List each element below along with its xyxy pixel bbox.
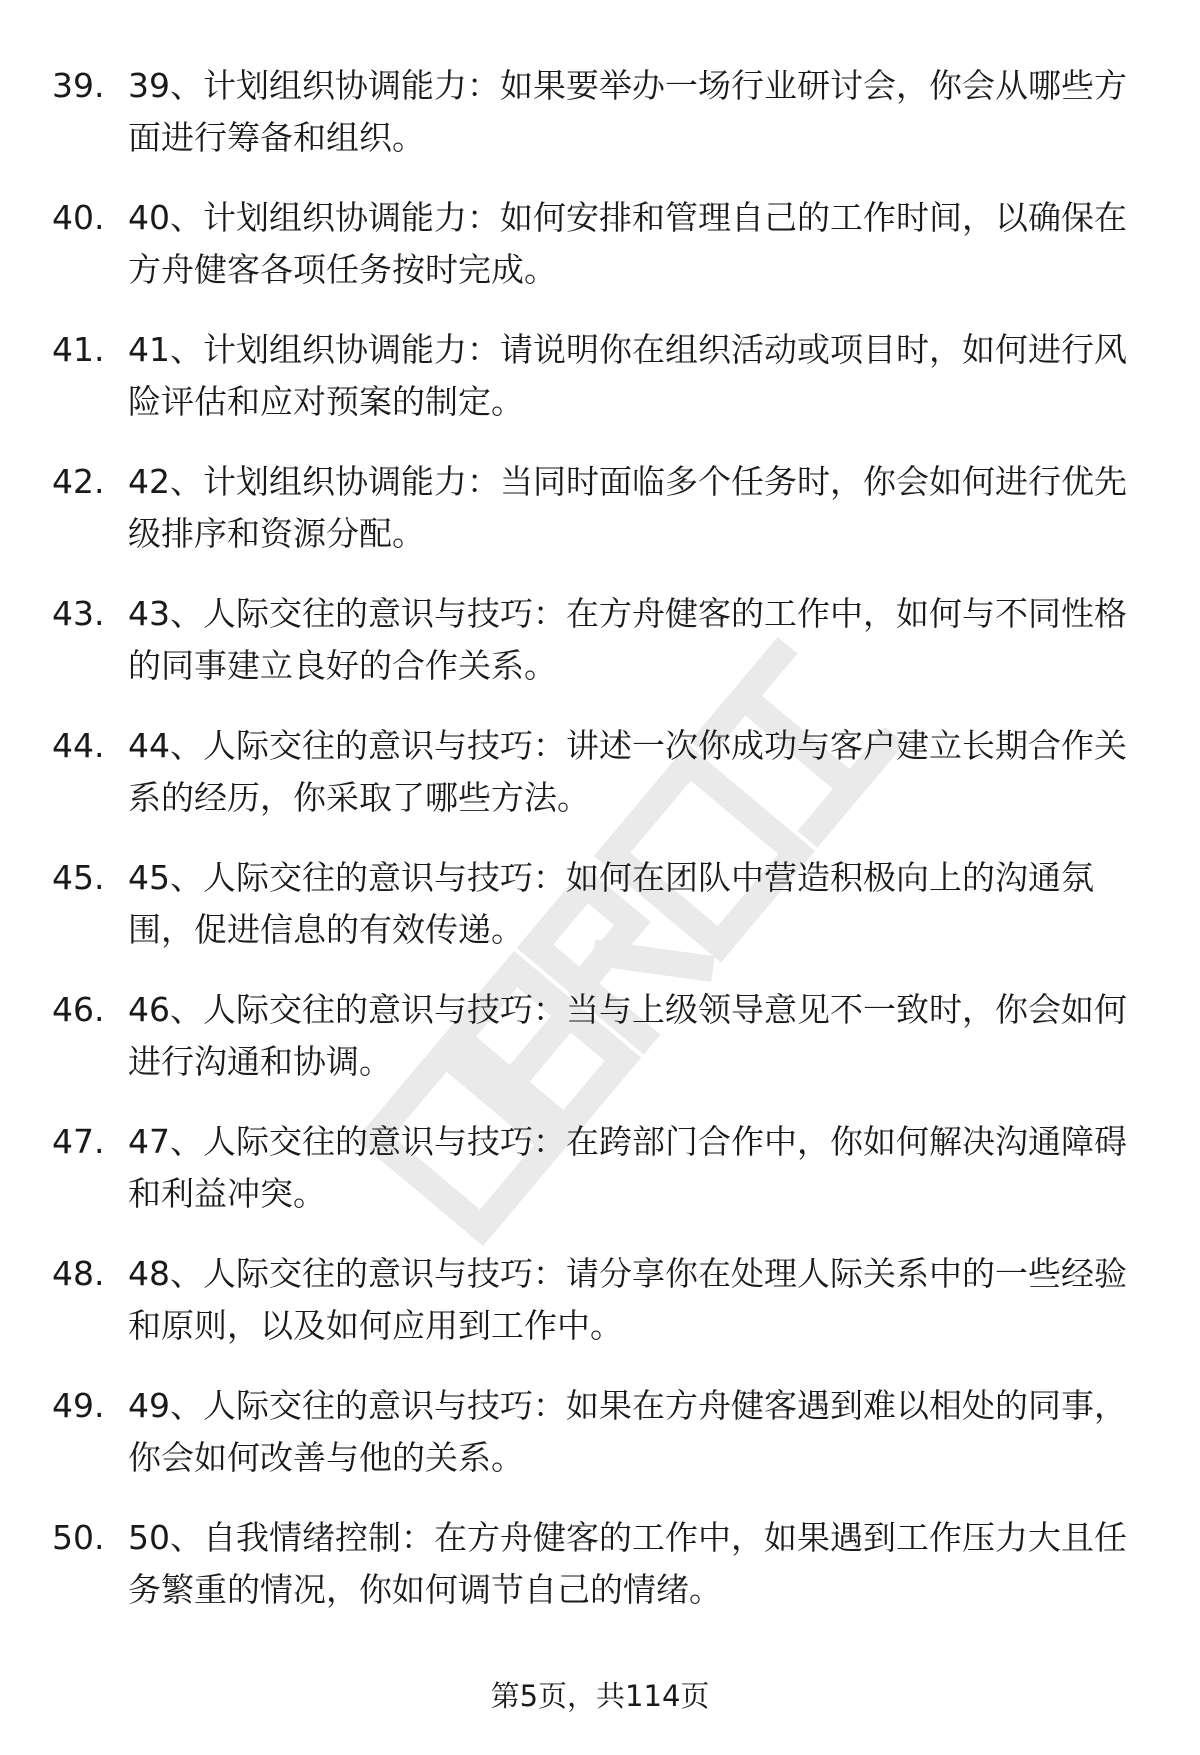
question-text: 43、人际交往的意识与技巧：在方舟健客的工作中，如何与不同性格的同事建立良好的合作关系。 <box>128 594 1127 685</box>
question-number: 47. <box>52 1122 105 1161</box>
question-item <box>0 192 1200 324</box>
question-number: 41. <box>52 330 105 369</box>
page-footer: 第5页，共114页 <box>490 1679 710 1713</box>
question-item <box>0 324 1200 456</box>
question-text: 41、计划组织协调能力：请说明你在组织活动或项目时，如何进行风险评估和应对预案的制定。 <box>128 330 1127 421</box>
question-text: 42、计划组织协调能力：当同时面临多个任务时，你会如何进行优先级排序和资源分配。 <box>128 462 1127 553</box>
question-text: 48、人际交往的意识与技巧：请分享你在处理人际关系中的一些经验和原则，以及如何应用到工作中。 <box>128 1254 1127 1345</box>
question-item <box>0 984 1200 1116</box>
question-number: 46. <box>52 990 105 1029</box>
question-item <box>0 852 1200 984</box>
question-item <box>0 720 1200 852</box>
question-item <box>0 1248 1200 1380</box>
question-text: 40、计划组织协调能力：如何安排和管理自己的工作时间，以确保在方舟健客各项任务按时完成。 <box>128 198 1127 289</box>
question-text: 46、人际交往的意识与技巧：当与上级领导意见不一致时，你会如何进行沟通和协调。 <box>128 990 1127 1081</box>
question-text: 49、人际交往的意识与技巧：如果在方舟健客遇到难以相处的同事，你会如何改善与他的关系。 <box>128 1386 1127 1477</box>
question-text: 39、计划组织协调能力：如果要举办一场行业研讨会，你会从哪些方面进行筹备和组织。 <box>128 66 1127 157</box>
question-number: 48. <box>52 1254 105 1293</box>
question-item <box>0 1512 1200 1644</box>
question-text: 47、人际交往的意识与技巧：在跨部门合作中，你如何解决沟通障碍和利益冲突。 <box>128 1122 1127 1213</box>
question-text: 45、人际交往的意识与技巧：如何在团队中营造积极向上的沟通氛围，促进信息的有效传递。 <box>128 858 1094 949</box>
question-text: 44、人际交往的意识与技巧：讲述一次你成功与客户建立长期合作关系的经历，你采取了哪些方法。 <box>128 726 1127 817</box>
question-number: 45. <box>52 858 105 897</box>
question-number: 43. <box>52 594 105 633</box>
question-item <box>0 60 1200 192</box>
question-item <box>0 1116 1200 1248</box>
question-item <box>0 588 1200 720</box>
question-list <box>0 60 1200 1644</box>
question-text: 50、自我情绪控制：在方舟健客的工作中，如果遇到工作压力大且任务繁重的情况，你如何调节自己的情绪。 <box>128 1518 1127 1609</box>
question-number: 49. <box>52 1386 105 1425</box>
question-item <box>0 1380 1200 1512</box>
question-number: 42. <box>52 462 105 501</box>
question-number: 39. <box>52 66 105 105</box>
question-number: 40. <box>52 198 105 237</box>
question-number: 50. <box>52 1518 105 1557</box>
question-item <box>0 456 1200 588</box>
question-number: 44. <box>52 726 105 765</box>
